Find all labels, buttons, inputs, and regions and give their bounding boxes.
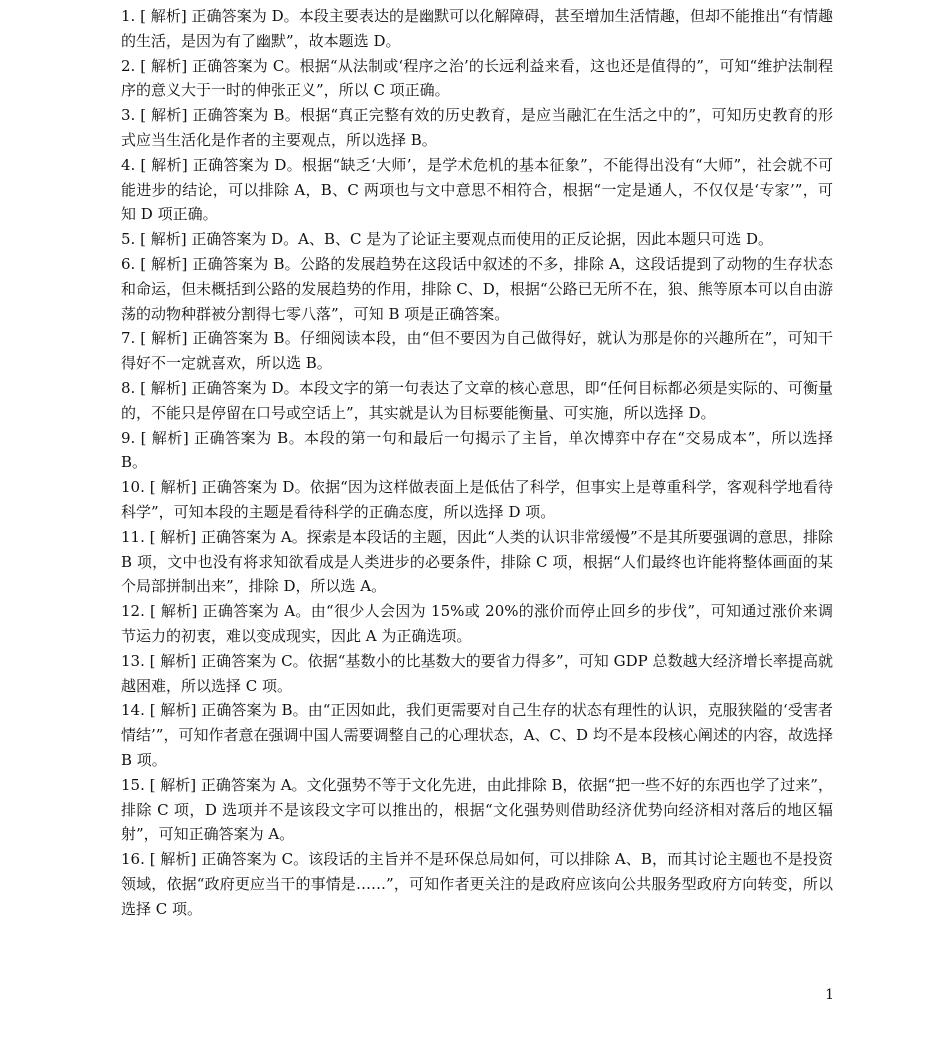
answer-explanations: [121, 4, 833, 921]
answer-item-4: 4. [ 解析] 正确答案为 D。根据“缺乏‘大师’，是学术危机的基本征象”，不能得出没有“大师”，社会就不可能进步的结论，可以排除 A，B、C 两项也与文中意思不相符合，根据“一定是通人，不仅仅是‘专家’”，可知 D 项正确。: [121, 155, 833, 224]
answer-item-3: 3. [ 解析] 正确答案为 B。根据“真正完整有效的历史教育，是应当融汇在生活之中的”，可知历史教育的形式应当生活化是作者的主要观点，所以选择 B。: [121, 106, 833, 149]
answer-item-15: 15. [ 解析] 正确答案为 A。文化强势不等于文化先进，由此排除 B，依据“把一些不好的东西也学了过来”，排除 C 项，D 选项并不是该段文字可以推出的，根据“文化强势则借助经济优势向经济相对落后的地区辐射”，可知正确答案为 A。: [121, 775, 833, 844]
answer-item-11: 11. [ 解析] 正确答案为 A。探索是本段话的主题，因此“人类的认识非常缓慢”不是其所要强调的意思，排除 B 项，文中也没有将求知欲看成是人类进步的必要条件，排除 C 项，根据“人们最终也许能将整体画面的某个局部拼制出来”，排除 D，所以选 A。: [121, 527, 833, 596]
answer-item-10: 10. [ 解析] 正确答案为 D。依据“因为这样做表面上是低估了科学，但事实上是尊重科学，客观科学地看待科学”，可知本段的主题是看待科学的正确态度，所以选择 D 项。: [121, 478, 833, 521]
answer-item-1: 1. [ 解析] 正确答案为 D。本段主要表达的是幽默可以化解障碍，甚至增加生活情趣，但却不能推出“有情趣的生活，是因为有了幽默”，故本题选 D。: [121, 7, 833, 50]
answer-item-2: 2. [ 解析] 正确答案为 C。根据“从法制或‘程序之治’的长远利益来看，这也还是值得的”，可知“维护法制程序的意义大于一时的伸张正义”，所以 C 项正确。: [121, 56, 833, 100]
answer-item-9: 9. [ 解析] 正确答案为 B。本段的第一句和最后一句揭示了主旨，单次博弈中存在“交易成本”，所以选择 B。: [121, 428, 833, 472]
answer-item-6: 6. [ 解析] 正确答案为 B。公路的发展趋势在这段话中叙述的不多，排除 A，这段话提到了动物的生存状态和命运，但未概括到公路的发展趋势的作用，排除 C、D，根据“公路已无所不在，狼、熊等原本可以自由游荡的动物种群被分割得七零八落”，可知 B 项是正确答案。: [121, 254, 833, 323]
answer-item-16: 16. [ 解析] 正确答案为 C。该段话的主旨并不是环保总局如何，可以排除 A、B，而其讨论主题也不是投资领域，依据“政府更应当干的事情是……”，可知作者更关注的是政府应该向公共服务型政府方向转变，所以选择 C 项。: [121, 850, 833, 918]
answer-item-7: 7. [ 解析] 正确答案为 B。仔细阅读本段，由“但不要因为自己做得好，就认为那是你的兴趣所在”，可知干得好不一定就喜欢，所以选 B。: [121, 329, 833, 373]
answer-item-5: 5. [ 解析] 正确答案为 D。A、B、C 是为了论证主要观点而使用的正反论据，因此本题只可选 D。: [121, 230, 774, 249]
page-number: 1: [825, 987, 834, 1003]
answer-item-14: 14. [ 解析] 正确答案为 B。由“正因如此，我们更需要对自己生存的状态有理性的认识，克服狭隘的‘受害者情结’”，可知作者意在强调中国人需要调整自己的心理状态，A、C、D 均不是本段核心阐述的内容，故选择 B 项。: [121, 701, 833, 769]
answer-item-13: 13. [ 解析] 正确答案为 C。依据“基数小的比基数大的要省力得多”，可知 GDP 总数越大经济增长率提高就越困难，所以选择 C 项。: [121, 651, 833, 695]
answer-item-8: 8. [ 解析] 正确答案为 D。本段文字的第一句表达了文章的核心意思，即“任何目标都必须是实际的、可衡量的，不能只是停留在口号或空话上”，其实就是认为目标要能衡量、可实施，所以选择 D。: [121, 378, 833, 422]
answer-item-12: 12. [ 解析] 正确答案为 A。由“很少人会因为 15%或 20%的涨价而停止回乡的步伐”，可知通过涨价来调节运力的初衷，难以变成现实，因此 A 为正确选项。: [121, 602, 833, 645]
